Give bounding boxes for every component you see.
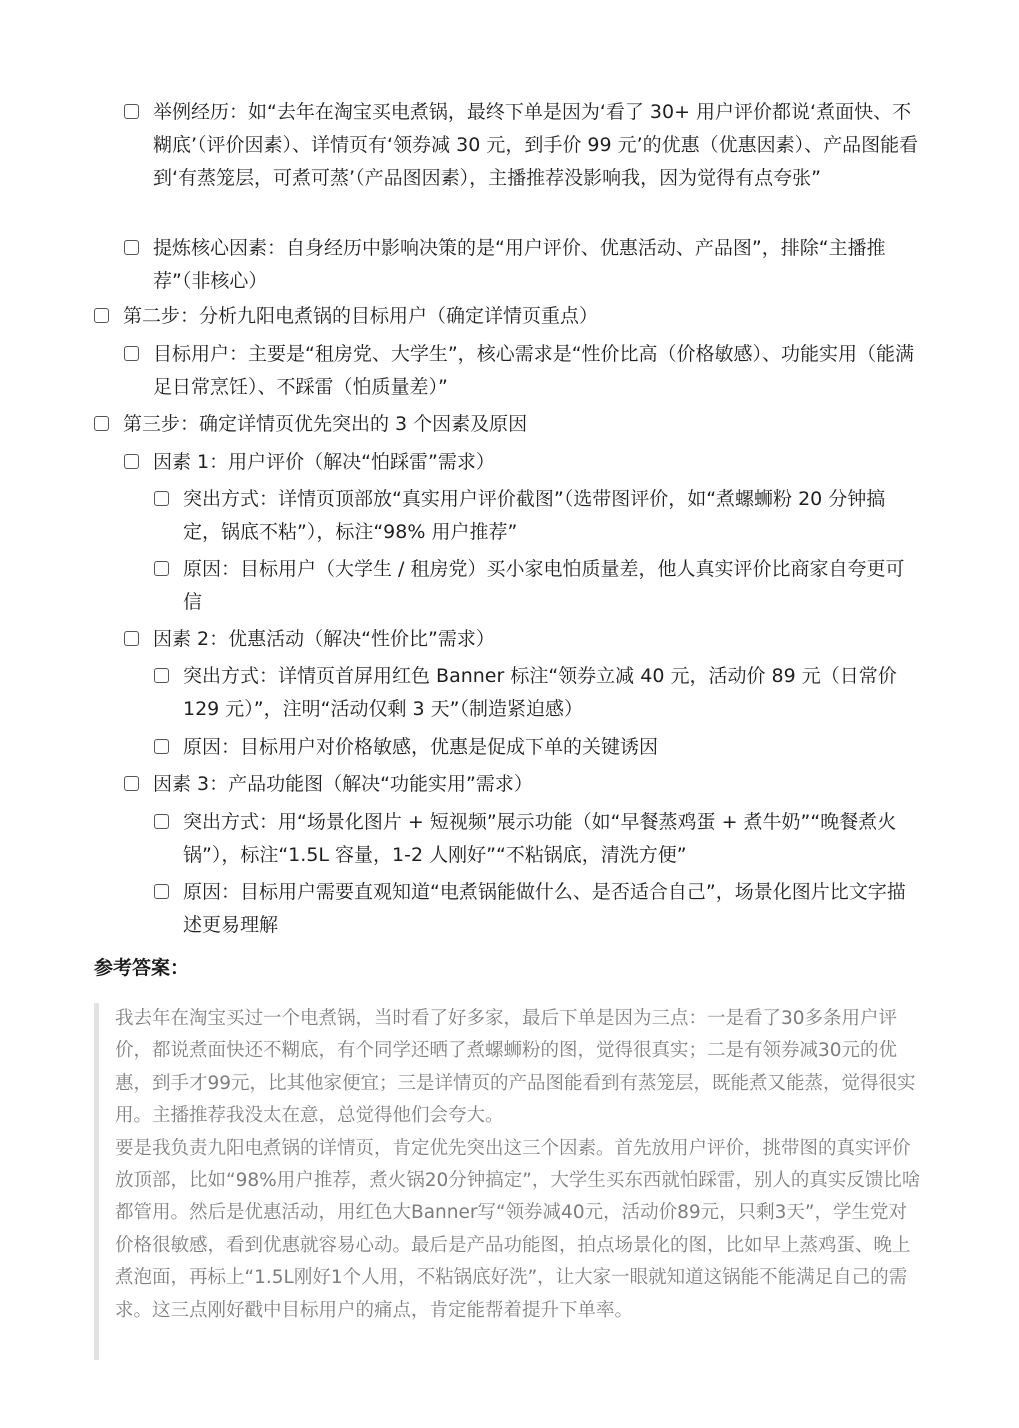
reference-answer-blockquote [94, 1003, 924, 1360]
checkbox[interactable] [94, 416, 109, 431]
task-factor-1 [124, 446, 924, 479]
checkbox[interactable] [124, 346, 139, 361]
checkbox[interactable] [124, 240, 139, 255]
task-text: 因素 1：用户评价（解决“怕踩雷”需求） [153, 451, 495, 473]
checkbox[interactable] [154, 668, 169, 683]
task-text: 突出方式：用“场景化图片 + 短视频”展示功能（如“早餐蒸鸡蛋 + 煮牛奶”“晚餐煮火锅”），标注“1.5L 容量，1-2 人刚好”“不粘锅底，清洗方便” [183, 811, 897, 866]
checkbox[interactable] [124, 631, 139, 646]
checkbox[interactable] [94, 308, 109, 323]
task-factor-3-reason [154, 876, 914, 942]
task-text: 原因：目标用户对价格敏感，优惠是促成下单的关键诱因 [183, 736, 659, 758]
task-text: 第二步：分析九阳电煮锅的目标用户（确定详情页重点） [123, 305, 599, 327]
task-target-users [124, 338, 924, 404]
task-example-experience [124, 96, 924, 195]
task-text: 目标用户：主要是“租房党、大学生”，核心需求是“性价比高（价格敏感）、功能实用（能满足日常烹饪）、不踩雷（怕质量差）” [153, 343, 915, 398]
task-factor-2-reason [154, 731, 914, 764]
task-factor-2 [124, 623, 924, 656]
task-step-two [94, 300, 924, 333]
checkbox[interactable] [154, 561, 169, 576]
checkbox[interactable] [124, 104, 139, 119]
task-factor-1-method [154, 483, 914, 549]
checkbox[interactable] [124, 776, 139, 791]
task-factor-2-method [154, 660, 914, 726]
checkbox[interactable] [154, 739, 169, 754]
checkbox[interactable] [154, 814, 169, 829]
reference-answer-heading: 参考答案： [94, 957, 190, 979]
reference-paragraph: 要是我负责九阳电煮锅的详情页，肯定优先突出这三个因素。首先放用户评价，挑带图的真实评价放顶部，比如“98%用户推荐，煮火锅20分钟搞定”，大学生买东西就怕踩雷，别人的真实反馈比啥都管用。然后是优惠活动，用红色大Banner写“领券减40元，活动价89元，只剩3天”，学生党对价格很敏感，看到优惠就容易心动。最后是产品功能图，拍点场景化的图，比如早上蒸鸡蛋、晚上煮泡面，再标上“1.5L刚好1个人用，不粘锅底好洗”，让大家一眼就知道这锅能不能满足自己的需求。这三点刚好戳中目标用户的痛点，肯定能帮着提升下单率。 [115, 1137, 921, 1321]
task-text: 原因：目标用户（大学生 / 租房党）买小家电怕质量差，他人真实评价比商家自夸更可信 [183, 558, 905, 613]
checkbox[interactable] [154, 491, 169, 506]
task-text: 原因：目标用户需要直观知道“电煮锅能做什么、是否适合自己”，场景化图片比文字描述更易理解 [183, 881, 906, 936]
task-text: 突出方式：详情页首屏用红色 Banner 标注“领券立减 40 元，活动价 89 元（日常价 129 元）”，注明“活动仅剩 3 天”（制造紧迫感） [183, 665, 897, 720]
task-factor-3 [124, 768, 924, 801]
task-text: 第三步：确定详情页优先突出的 3 个因素及原因 [123, 413, 528, 435]
reference-paragraph: 我去年在淘宝买过一个电煮锅，当时看了好多家，最后下单是因为三点：一是看了30多条用户评价，都说煮面快还不糊底，有个同学还晒了煮螺蛳粉的图，觉得很真实；二是有领券减30元的优惠，到手才99元，比其他家便宜；三是详情页的产品图能看到有蒸笼层，既能煮又能蒸，觉得很实用。主播推荐我没太在意，总觉得他们会夸大。 [115, 1008, 916, 1127]
checkbox[interactable] [154, 884, 169, 899]
task-text: 因素 3：产品功能图（解决“功能实用”需求） [153, 773, 533, 795]
task-factor-1-reason [154, 553, 914, 619]
task-text: 举例经历：如“去年在淘宝买电煮锅，最终下单是因为‘看了 30+ 用户评价都说‘煮面快、不糊底’（评价因素）、详情页有‘领券减 30 元，到手价 99 元’的优惠（优惠因素）、产品图能看到‘有蒸笼层，可煮可蒸’（产品图因素），主播推荐没影响我，因为觉得有点夸张” [153, 101, 919, 189]
task-text: 突出方式：详情页顶部放“真实用户评价截图”（选带图评价，如“煮螺蛳粉 20 分钟搞定，锅底不粘”），标注“98% 用户推荐” [183, 488, 886, 543]
task-core-factors [124, 232, 924, 298]
checkbox[interactable] [124, 454, 139, 469]
task-step-three [94, 408, 924, 441]
task-factor-3-method [154, 806, 914, 872]
task-text: 提炼核心因素：自身经历中影响决策的是“用户评价、优惠活动、产品图”，排除“主播推荐”（非核心） [153, 237, 886, 292]
task-text: 因素 2：优惠活动（解决“性价比”需求） [153, 628, 495, 650]
